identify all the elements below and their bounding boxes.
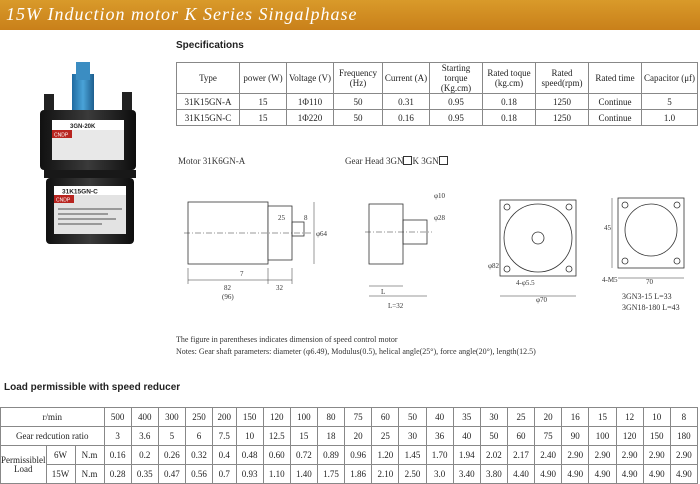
title-banner	[0, 0, 700, 30]
load-value-cell: 0.89	[317, 446, 344, 465]
dim-label: 7	[240, 270, 244, 278]
motor-drawing-label: Motor 31K6GN-A	[178, 156, 246, 166]
load-value-cell: 0.35	[131, 465, 158, 484]
motor-model: 31K15GN-C	[62, 188, 98, 196]
load-label: Permissiblel Load	[1, 446, 47, 484]
drawing-note: Notes: Gear shaft parameters: diameter (φ6.49), Modulus(0.5), helical angle(25°), force angle(20°), length(12.5)	[176, 347, 536, 356]
power-cell: 15W	[46, 465, 75, 484]
motor-photo-svg	[30, 52, 165, 247]
spec-cell: 31K15GN-A	[177, 94, 240, 110]
spec-col-type: Type	[177, 63, 240, 94]
product-photo	[30, 52, 165, 252]
load-value-cell: 1.86	[345, 465, 372, 484]
spec-cell: 50	[334, 94, 383, 110]
rpm-cell: 20	[535, 408, 562, 427]
spec-cell: 50	[334, 110, 383, 126]
load-value-cell: 3.80	[480, 465, 507, 484]
load-value-cell: 1.10	[263, 465, 290, 484]
blank-box-icon	[439, 156, 448, 165]
load-value-cell: 0.96	[345, 446, 372, 465]
spec-cell: 0.95	[430, 110, 483, 126]
unit-cell: N.m	[75, 446, 104, 465]
shaft-tip	[76, 62, 90, 80]
rpm-cell: 250	[185, 408, 212, 427]
load-value-cell: 0.93	[236, 465, 263, 484]
rpm-cell: 35	[453, 408, 480, 427]
table-row	[177, 94, 698, 110]
load-value-cell: 4.90	[643, 465, 670, 484]
table-row	[1, 408, 698, 427]
rpm-cell: 50	[399, 408, 426, 427]
load-value-cell: 2.90	[670, 446, 697, 465]
spec-col-rated-time: Rated time	[589, 63, 642, 94]
rpm-cell: 30	[480, 408, 507, 427]
rpm-cell: 40	[426, 408, 453, 427]
load-value-cell: 0.72	[290, 446, 317, 465]
ratio-cell: 15	[290, 427, 317, 446]
power-cell: 6W	[46, 446, 75, 465]
load-value-cell: 0.7	[213, 465, 236, 484]
spec-cell: 0.18	[483, 94, 536, 110]
spec-header-row	[177, 63, 698, 94]
dim-label: 82	[224, 284, 231, 292]
rpm-cell: 10	[643, 408, 670, 427]
rpm-cell: 120	[263, 408, 290, 427]
load-value-cell: 1.94	[453, 446, 480, 465]
dim-label: 45	[604, 224, 611, 232]
gear-label-prefix: Gear Head 3GN	[345, 156, 404, 166]
ratio-cell: 18	[317, 427, 344, 446]
spec-cell: 0.31	[383, 94, 430, 110]
load-value-cell: 1.40	[290, 465, 317, 484]
load-value-cell: 3.40	[453, 465, 480, 484]
dim-label: 4-M5	[602, 276, 618, 284]
rpm-cell: 80	[317, 408, 344, 427]
dim-label: φ70	[536, 296, 548, 304]
ratio-cell: 3	[104, 427, 131, 446]
load-value-cell: 0.16	[104, 446, 131, 465]
specifications-heading: Specifications	[176, 40, 244, 51]
load-value-cell: 1.20	[372, 446, 399, 465]
spec-cell: 0.95	[430, 94, 483, 110]
load-value-cell: 1.70	[426, 446, 453, 465]
load-value-cell: 2.90	[589, 446, 616, 465]
ratio-cell: 20	[345, 427, 372, 446]
load-value-cell: 0.28	[104, 465, 131, 484]
dim-label: 32	[276, 284, 283, 292]
load-value-cell: 0.60	[263, 446, 290, 465]
spec-cell: Continue	[589, 94, 642, 110]
ratio-label: Gear redcution ratio	[1, 427, 105, 446]
spec-cell: 31K15GN-C	[177, 110, 240, 126]
gearhead-front-view	[500, 200, 576, 296]
spec-cell: 0.18	[483, 110, 536, 126]
rpm-cell: 16	[562, 408, 589, 427]
ratio-cell: 180	[670, 427, 697, 446]
dim-label: 25	[278, 214, 285, 222]
spec-col-voltage: Voltage (V)	[287, 63, 334, 94]
load-value-cell: 0.48	[236, 446, 263, 465]
ratio-cell: 60	[507, 427, 534, 446]
specifications-table	[176, 62, 698, 126]
rpm-cell: 60	[372, 408, 399, 427]
table-row	[1, 427, 698, 446]
load-value-cell: 2.90	[562, 446, 589, 465]
ratio-cell: 100	[589, 427, 616, 446]
spec-col-rated-speed: Rated speed(rpm)	[536, 63, 589, 94]
spec-col-rated-toque: Rated toque (kg.cm)	[483, 63, 536, 94]
spec-col-frequency: Frequency (Hz)	[334, 63, 383, 94]
load-value-cell: 0.47	[158, 465, 185, 484]
ratio-cell: 10	[236, 427, 263, 446]
table-row	[177, 110, 698, 126]
rpm-cell: 150	[236, 408, 263, 427]
spec-cell: 5	[642, 94, 698, 110]
spec-col-capacitor: Capacitor (μf)	[642, 63, 698, 94]
rpm-label: r/min	[1, 408, 105, 427]
load-value-cell: 4.40	[507, 465, 534, 484]
load-value-cell: 0.32	[185, 446, 212, 465]
ratio-cell: 30	[399, 427, 426, 446]
load-heading: Load permissible with speed reducer	[4, 382, 181, 393]
ratio-cell: 75	[535, 427, 562, 446]
ratio-cell: 6	[185, 427, 212, 446]
motor-side-view	[184, 202, 314, 284]
ratio-cell: 5	[158, 427, 185, 446]
rpm-cell: 12	[616, 408, 643, 427]
rpm-cell: 200	[213, 408, 236, 427]
load-value-cell: 2.90	[616, 446, 643, 465]
rpm-cell: 300	[158, 408, 185, 427]
load-value-cell: 4.90	[670, 465, 697, 484]
dim-label: 4-φ5.5	[516, 279, 535, 287]
drawing-note: The figure in parentheses indicates dimension of speed control motor	[176, 335, 398, 344]
rpm-cell: 25	[507, 408, 534, 427]
spec-cell: Continue	[589, 110, 642, 126]
drawing-callout: 3GN3-15 L=33	[622, 292, 672, 301]
load-value-cell: 0.4	[213, 446, 236, 465]
dim-label: φ64	[316, 230, 328, 238]
load-value-cell: 4.90	[535, 465, 562, 484]
dim-label: L	[381, 288, 386, 296]
rpm-cell: 15	[589, 408, 616, 427]
load-value-cell: 1.45	[399, 446, 426, 465]
rpm-cell: 75	[345, 408, 372, 427]
ratio-cell: 90	[562, 427, 589, 446]
spec-cell: 1250	[536, 110, 589, 126]
spec-cell: 15	[240, 94, 287, 110]
rpm-cell: 500	[104, 408, 131, 427]
load-value-cell: 2.40	[535, 446, 562, 465]
load-value-cell: 4.90	[616, 465, 643, 484]
ratio-cell: 25	[372, 427, 399, 446]
spec-col-power: power (W)	[240, 63, 287, 94]
table-row	[1, 446, 698, 465]
load-value-cell: 2.10	[372, 465, 399, 484]
drawing-callout: 3GN18-180 L=43	[622, 303, 680, 312]
spec-cell: 1250	[536, 94, 589, 110]
load-value-cell: 2.17	[507, 446, 534, 465]
rpm-cell: 400	[131, 408, 158, 427]
load-value-cell: 2.90	[643, 446, 670, 465]
gear-label-mid: K 3GN	[412, 156, 439, 166]
gear-drawing-label	[345, 156, 448, 166]
rpm-cell: 8	[670, 408, 697, 427]
load-value-cell: 0.56	[185, 465, 212, 484]
dim-label: (96)	[222, 293, 234, 301]
dim-label: 70	[646, 278, 653, 286]
spec-col-starting-torque: Starting torque (Kg.cm)	[430, 63, 483, 94]
gearhead-model: 3GN-20K	[70, 124, 96, 130]
ratio-cell: 120	[616, 427, 643, 446]
ratio-cell: 7.5	[213, 427, 236, 446]
ratio-cell: 50	[480, 427, 507, 446]
gearhead-brand: CNDP	[54, 132, 69, 139]
motor-brand: CNDP	[56, 197, 71, 204]
load-value-cell: 4.90	[562, 465, 589, 484]
load-table	[0, 407, 698, 484]
unit-cell: N.m	[75, 465, 104, 484]
ratio-cell: 3.6	[131, 427, 158, 446]
table-row	[1, 465, 698, 484]
load-value-cell: 4.90	[589, 465, 616, 484]
load-value-cell: 2.02	[480, 446, 507, 465]
ratio-cell: 40	[453, 427, 480, 446]
spec-cell: 1Φ110	[287, 94, 334, 110]
ratio-cell: 150	[643, 427, 670, 446]
ratio-cell: 36	[426, 427, 453, 446]
gearhead-side-view	[365, 204, 432, 296]
gearhead-rear-view	[612, 198, 684, 278]
spec-cell: 15	[240, 110, 287, 126]
load-value-cell: 0.26	[158, 446, 185, 465]
dim-label: 8	[304, 214, 308, 222]
motor-flange	[44, 170, 136, 178]
load-value-cell: 0.2	[131, 446, 158, 465]
dim-label: φ28	[434, 214, 446, 222]
dim-label: φ10	[434, 192, 446, 200]
load-value-cell: 1.75	[317, 465, 344, 484]
dim-label: φ82	[488, 262, 500, 270]
spec-cell: 1.0	[642, 110, 698, 126]
dim-label: L=32	[388, 302, 404, 310]
rpm-cell: 100	[290, 408, 317, 427]
spec-col-current: Current (A)	[383, 63, 430, 94]
banner-title: 15W Induction motor K Series Singalphase	[6, 4, 358, 24]
load-value-cell: 2.50	[399, 465, 426, 484]
ratio-cell: 12.5	[263, 427, 290, 446]
load-value-cell: 3.0	[426, 465, 453, 484]
spec-cell: 0.16	[383, 110, 430, 126]
spec-cell: 1Φ220	[287, 110, 334, 126]
